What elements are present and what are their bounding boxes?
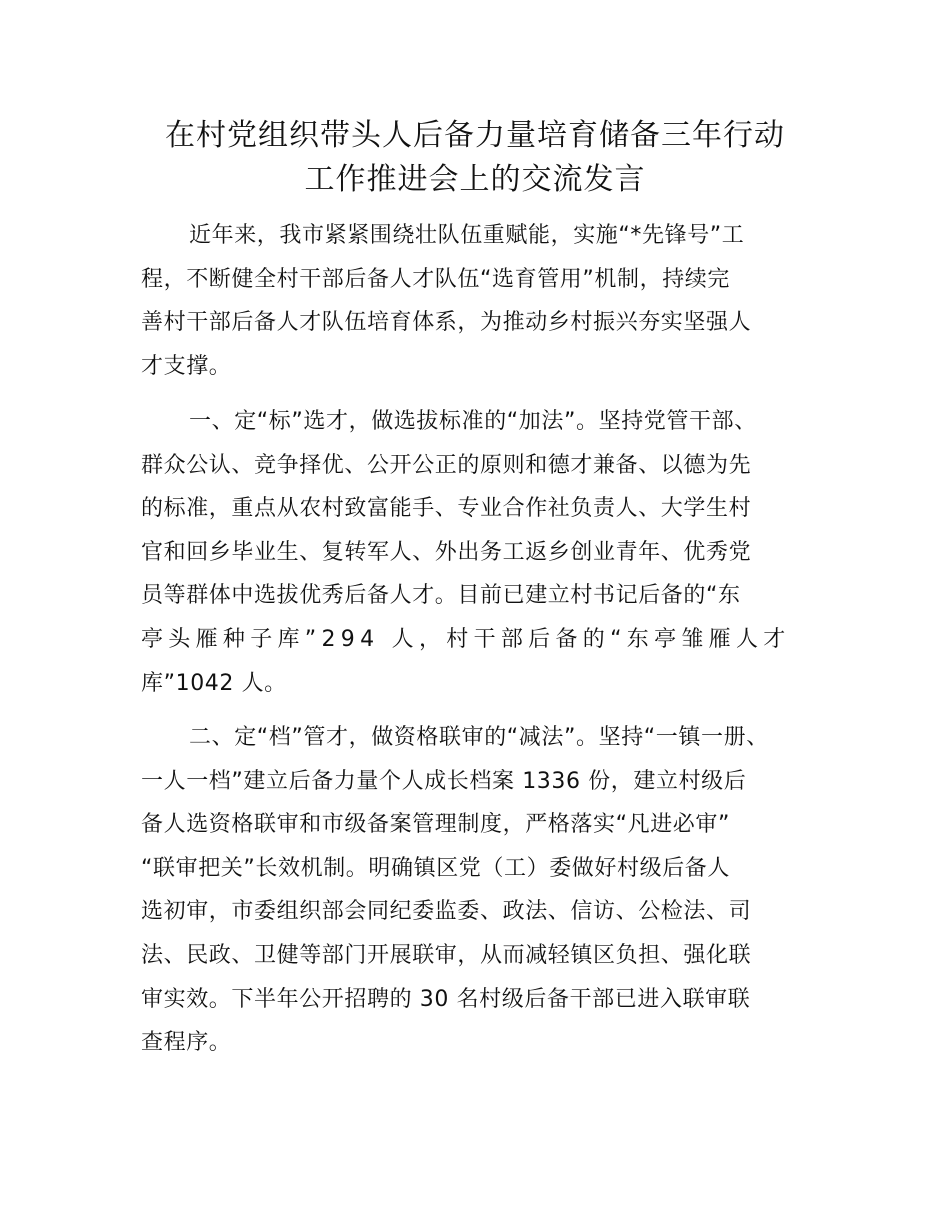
paragraph-section-2	[141, 716, 769, 1065]
paragraph-line: 程，不断健全村干部后备人才队伍“选育管用”机制，持续完	[141, 266, 730, 292]
paragraph-line: 群众公认、竞争择优、公开公正的原则和德才兼备、以德为先	[141, 452, 752, 478]
paragraph-line: 的标准，重点从农村致富能手、专业合作社负责人、大学生村	[141, 496, 752, 522]
paragraph-line: 一人一档”建立后备力量个人成长档案 1336 份，建立村级后	[141, 768, 747, 794]
paragraph-line: 法、民政、卫健等部门开展联审，从而减轻镇区负担、强化联	[141, 942, 752, 968]
paragraph-line: 才支撑。	[141, 353, 232, 379]
paragraph-line: 二、定“档”管才，做资格联审的“减法”。坚持“一镇一册、	[189, 725, 769, 750]
paragraph-line: 查程序。	[141, 1030, 232, 1056]
paragraph-line: 近年来，我市紧紧围绕壮队伍重赋能，实施“*先锋号”工	[189, 223, 745, 248]
paragraph-line: 审实效。下半年公开招聘的 30 名村级后备干部已进入联审联	[141, 986, 751, 1012]
paragraph-line: 库”1042 人。	[141, 670, 287, 696]
paragraph-section-1	[141, 400, 791, 705]
paragraph-line: 选初审，市委组织部会同纪委监委、政法、信访、公检法、司	[141, 899, 752, 925]
document-title-line-2: 工作推进会上的交流发言	[304, 162, 646, 197]
paragraph-line: 官和回乡毕业生、复转军人、外出务工返乡创业青年、优秀党	[141, 539, 752, 565]
document-title-line-1: 在村党组织带头人后备力量培育储备三年行动	[165, 118, 785, 153]
paragraph-line: 善村干部后备人才队伍培育体系，为推动乡村振兴夯实坚强人	[141, 310, 752, 336]
paragraph-line: “联审把关”长效机制。明确镇区党（工）委做好村级后备人	[141, 855, 730, 881]
paragraph-intro	[141, 214, 751, 388]
paragraph-line: 亭头雁种子库”294 人，村干部后备的“东亭雏雁人才	[141, 626, 791, 652]
paragraph-line: 一、定“标”选才，做选拔标准的“加法”。坚持党管干部、	[189, 409, 757, 434]
paragraph-line: 备人选资格联审和市级备案管理制度，严格落实“凡进必审”	[141, 812, 730, 838]
paragraph-line: 员等群体中选拔优秀后备人才。目前已建立村书记后备的“东	[141, 583, 741, 609]
